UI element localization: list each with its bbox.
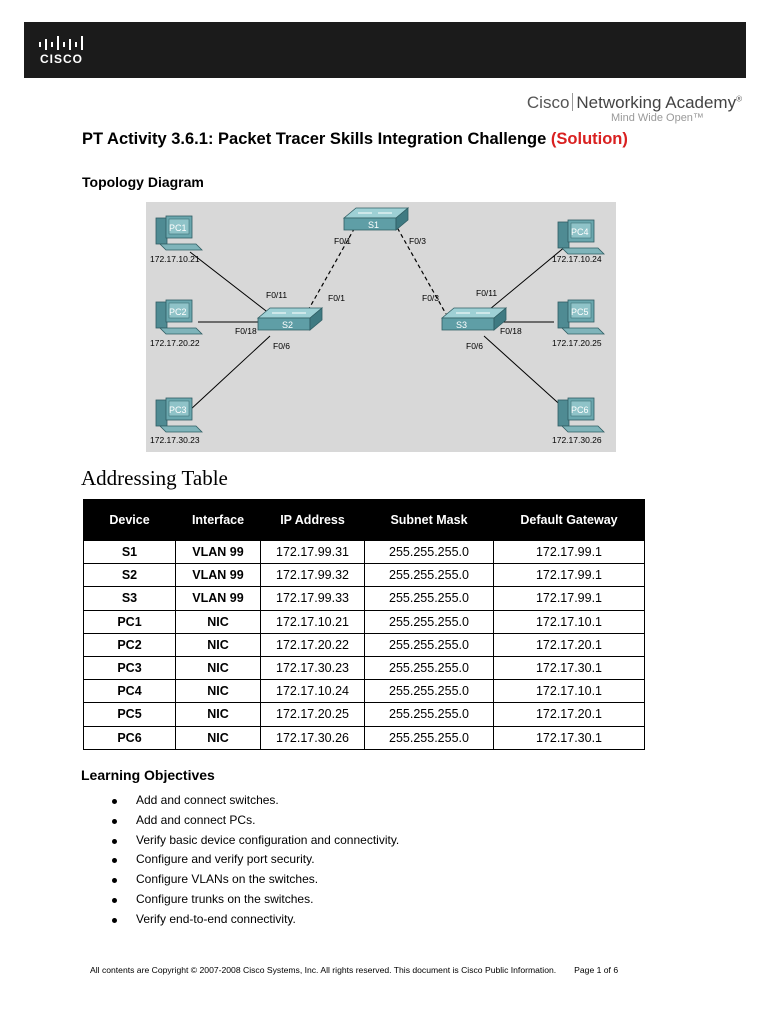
port-s3-pc6: F0/6	[466, 341, 484, 351]
academy-divider	[572, 93, 573, 111]
cell-device: PC6	[84, 726, 176, 749]
port-s1-left: F0/1	[334, 236, 352, 246]
cell-ip: 172.17.10.24	[261, 680, 365, 703]
objective-text: Configure VLANs on the switches.	[136, 872, 319, 887]
objective-text: Verify basic device configuration and connectivity.	[136, 832, 400, 847]
cell-mask: 255.255.255.0	[365, 680, 494, 703]
bullet-icon	[112, 918, 117, 923]
switch-s3-label: S3	[456, 320, 468, 330]
pc-pc4	[558, 220, 604, 254]
list-item	[108, 910, 399, 930]
pc-pc5	[558, 300, 604, 334]
topology-diagram	[146, 202, 616, 452]
cell-device: S2	[84, 564, 176, 587]
link-pc1-s2	[190, 252, 270, 314]
cell-ip: 172.17.30.26	[261, 726, 365, 749]
switch-s1-label: S1	[368, 220, 380, 230]
cell-ip: 172.17.30.23	[261, 656, 365, 679]
column-header: Interface	[176, 500, 261, 541]
switch-s3	[442, 308, 506, 330]
cell-device: S1	[84, 541, 176, 564]
pc1-ip: 172.17.10.21	[150, 254, 200, 264]
column-header: IP Address	[261, 500, 365, 541]
copyright-text: All contents are Copyright © 2007-2008 Cisco Systems, Inc. All rights reserved. This document is Cisco Public Information.	[90, 965, 557, 975]
pc2-ip: 172.17.20.22	[150, 338, 200, 348]
topology-links	[190, 222, 566, 410]
column-header: Default Gateway	[494, 500, 645, 541]
cell-gateway: 172.17.99.1	[494, 564, 645, 587]
academy-tagline: Mind Wide Open™	[611, 112, 704, 124]
list-item	[108, 831, 399, 851]
cell-device: PC2	[84, 633, 176, 656]
link-pc3-s2	[190, 336, 270, 410]
cell-mask: 255.255.255.0	[365, 726, 494, 749]
switch-s2-label: S2	[282, 320, 294, 330]
objectives-list	[108, 791, 399, 930]
list-item	[108, 791, 399, 811]
cell-ip: 172.17.99.31	[261, 541, 365, 564]
cell-device: PC4	[84, 680, 176, 703]
table-row	[84, 726, 645, 749]
addressing-heading: Addressing Table	[81, 466, 228, 490]
port-s1-right: F0/3	[409, 236, 427, 246]
list-item	[108, 850, 399, 870]
port-s3-pc5: F0/18	[500, 326, 522, 336]
cell-ip: 172.17.99.32	[261, 564, 365, 587]
table-header-row	[84, 500, 645, 541]
objective-text: Configure trunks on the switches.	[136, 891, 314, 906]
port-s2-s1: F0/1	[328, 293, 346, 303]
list-item	[108, 870, 399, 890]
pc-pc3	[156, 398, 202, 432]
cell-ip: 172.17.20.22	[261, 633, 365, 656]
bullet-icon	[112, 799, 117, 804]
cell-mask: 255.255.255.0	[365, 703, 494, 726]
cell-interface: VLAN 99	[176, 564, 261, 587]
cell-interface: NIC	[176, 726, 261, 749]
cell-gateway: 172.17.10.1	[494, 680, 645, 703]
table-row	[84, 656, 645, 679]
cell-gateway: 172.17.20.1	[494, 703, 645, 726]
bullet-icon	[112, 858, 117, 863]
cell-ip: 172.17.99.33	[261, 587, 365, 610]
pc3-ip: 172.17.30.23	[150, 435, 200, 445]
header-bar	[24, 22, 746, 78]
pc-pc1-label: PC1	[169, 223, 187, 233]
pc-pc4-label: PC4	[571, 227, 589, 237]
port-s2-pc3: F0/6	[273, 341, 291, 351]
page-number: Page 1 of 6	[574, 965, 619, 975]
table-row	[84, 680, 645, 703]
cell-interface: VLAN 99	[176, 541, 261, 564]
port-s2-pc1: F0/11	[266, 290, 288, 300]
cell-gateway: 172.17.10.1	[494, 610, 645, 633]
cell-ip: 172.17.10.21	[261, 610, 365, 633]
cell-interface: VLAN 99	[176, 587, 261, 610]
cell-device: PC3	[84, 656, 176, 679]
switch-s2	[258, 308, 322, 330]
page-footer	[90, 965, 618, 975]
pc-pc6-label: PC6	[571, 405, 589, 415]
column-header: Device	[84, 500, 176, 541]
table-row	[84, 564, 645, 587]
pc-pc2	[156, 300, 202, 334]
academy-name	[527, 93, 742, 113]
cell-mask: 255.255.255.0	[365, 541, 494, 564]
cell-device: PC5	[84, 703, 176, 726]
pc4-ip: 172.17.10.24	[552, 254, 602, 264]
cell-gateway: 172.17.20.1	[494, 633, 645, 656]
cell-gateway: 172.17.99.1	[494, 587, 645, 610]
cell-interface: NIC	[176, 633, 261, 656]
cell-gateway: 172.17.30.1	[494, 726, 645, 749]
cisco-wordmark: CISCO	[40, 52, 84, 66]
objective-text: Configure and verify port security.	[136, 852, 315, 867]
cell-interface: NIC	[176, 656, 261, 679]
cell-mask: 255.255.255.0	[365, 656, 494, 679]
solution-label: (Solution)	[550, 130, 628, 148]
pc-pc2-label: PC2	[169, 307, 187, 317]
bullet-icon	[112, 878, 117, 883]
cell-mask: 255.255.255.0	[365, 633, 494, 656]
cell-interface: NIC	[176, 610, 261, 633]
cell-ip: 172.17.20.25	[261, 703, 365, 726]
bullet-icon	[112, 819, 117, 824]
port-s2-pc2: F0/18	[235, 326, 257, 336]
pc5-ip: 172.17.20.25	[552, 338, 602, 348]
objectives-heading: Learning Objectives	[81, 767, 215, 783]
cell-mask: 255.255.255.0	[365, 564, 494, 587]
bullet-icon	[112, 839, 117, 844]
table-row	[84, 610, 645, 633]
cell-mask: 255.255.255.0	[365, 587, 494, 610]
addressing-table	[83, 499, 645, 750]
bullet-icon	[112, 898, 117, 903]
cell-device: S3	[84, 587, 176, 610]
cell-gateway: 172.17.30.1	[494, 656, 645, 679]
academy-name-networking: Networking Academy	[576, 93, 737, 112]
table-row	[84, 703, 645, 726]
cisco-logo	[38, 36, 98, 68]
cell-interface: NIC	[176, 703, 261, 726]
objective-text: Verify end-to-end connectivity.	[136, 911, 296, 926]
switch-s1	[344, 208, 408, 230]
objective-text: Add and connect PCs.	[136, 812, 256, 827]
list-item	[108, 890, 399, 910]
table-row	[84, 587, 645, 610]
cell-device: PC1	[84, 610, 176, 633]
document-title-main: PT Activity 3.6.1: Packet Tracer Skills Integration Challenge	[82, 130, 547, 148]
objective-text: Add and connect switches.	[136, 793, 279, 807]
pc6-ip: 172.17.30.26	[552, 435, 602, 445]
cell-gateway: 172.17.99.1	[494, 541, 645, 564]
list-item	[108, 811, 399, 831]
table-row	[84, 633, 645, 656]
port-s3-s1: F0/3	[422, 293, 440, 303]
table-row	[84, 541, 645, 564]
port-s3-pc4: F0/11	[476, 288, 498, 298]
topology-heading: Topology Diagram	[82, 174, 204, 190]
cell-interface: NIC	[176, 680, 261, 703]
column-header: Subnet Mask	[365, 500, 494, 541]
document-title	[82, 130, 628, 149]
pc-pc1	[156, 216, 202, 250]
pc-pc6	[558, 398, 604, 432]
cell-mask: 255.255.255.0	[365, 610, 494, 633]
registered-mark: ®	[736, 94, 742, 104]
cisco-bars-icon	[38, 36, 88, 50]
academy-name-cisco: Cisco	[526, 93, 570, 112]
pc-pc5-label: PC5	[571, 307, 589, 317]
pc-pc3-label: PC3	[169, 405, 187, 415]
